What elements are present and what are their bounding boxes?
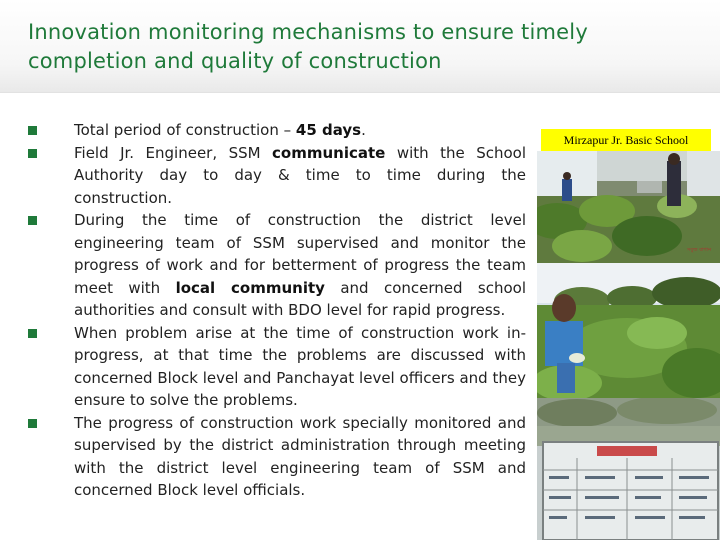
bullet-text: . xyxy=(361,121,366,139)
school-notice-board-photo xyxy=(537,398,720,540)
bullet-text: with the School Authority day to day & time to time during the construction. xyxy=(74,143,526,207)
bullet-list xyxy=(26,119,526,502)
bullet-square-icon xyxy=(28,216,37,225)
title-bar xyxy=(0,0,720,93)
bullet-text: and concerned school authorities and consult with BDO level for rapid progress. xyxy=(74,278,527,319)
bullet-item xyxy=(26,412,526,502)
bullet-text: During the time of construction the district level engineering team of SSM supervised and monitor the progress of work and for betterment of progress the team meet with xyxy=(74,211,526,297)
slide-title: Innovation monitoring mechanisms to ensure timely completion and quality of construction xyxy=(28,20,588,73)
bullet-text: Total period of construction – xyxy=(74,121,296,139)
svg-text:সবুজ বাগান: সবুজ বাগান xyxy=(687,247,712,253)
bullet-emphasis: local community xyxy=(175,278,325,297)
bullet-item xyxy=(26,209,526,322)
bullet-square-icon xyxy=(28,149,37,158)
bullet-emphasis: communicate xyxy=(272,143,386,162)
bullet-item xyxy=(26,322,526,412)
bullet-text: When problem arise at the time of construction work in-progress, at that time the problems are discussed with concerned Block level and Panchayat level officers and they ensure to solve the problems. xyxy=(74,323,526,409)
bullet-square-icon xyxy=(28,126,37,135)
bullet-item xyxy=(26,119,526,142)
bullet-item xyxy=(26,142,526,210)
bullet-text: Field Jr. Engineer, SSM xyxy=(74,143,273,162)
bullet-emphasis: 45 days xyxy=(295,121,362,139)
bullet-square-icon xyxy=(28,329,37,338)
bullet-text: The progress of construction work specially monitored and supervised by the district administration through meeting with the district level engineering team of SSM and concerned Block level officials. xyxy=(74,413,526,499)
student-in-garden-photo xyxy=(537,263,720,398)
kitchen-garden-photo xyxy=(537,151,720,263)
photo-caption: Mirzapur Jr. Basic School xyxy=(541,129,711,151)
bullet-square-icon xyxy=(28,419,37,428)
